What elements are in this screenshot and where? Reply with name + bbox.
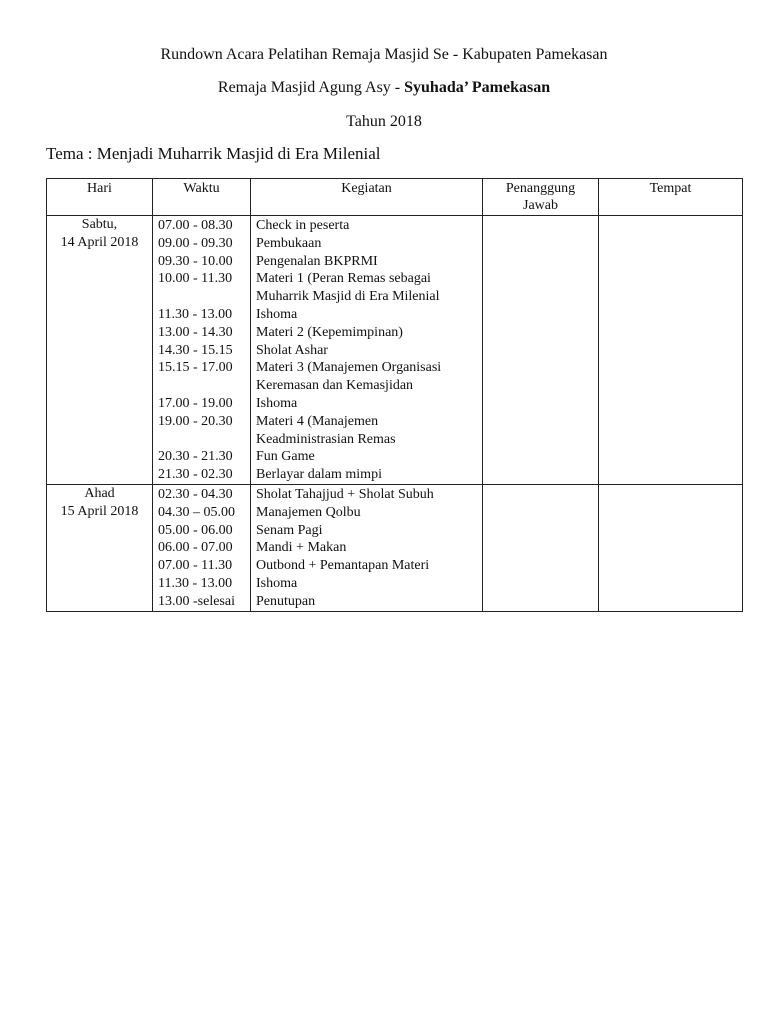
activity-item: Ishoma <box>256 575 298 591</box>
activity-item: Pembukaan <box>256 235 322 251</box>
activity-item: Check in peserta <box>256 218 350 233</box>
day-cell <box>47 484 153 611</box>
time-slot: 19.00 - 20.30 <box>158 413 233 429</box>
activity-item: Sholat Ashar <box>256 342 328 358</box>
time-slot: 02.30 - 04.30 <box>158 486 233 502</box>
activity-item: Mandi + Makan <box>256 540 347 556</box>
day-cell <box>47 216 153 485</box>
time-slot: 07.00 - 08.30 <box>158 218 233 233</box>
activity-item: Ishoma <box>256 395 298 411</box>
activity-item: Fun Game <box>256 449 315 465</box>
time-slot: 14.30 - 15.15 <box>158 342 233 358</box>
activity-item: Materi 1 (Peran Remas sebagai <box>256 271 431 287</box>
day-label: 15 April 2018 <box>60 503 139 519</box>
header-tempat: Tempat <box>599 179 743 216</box>
activity-item: Keadministrasian Remas <box>256 431 396 447</box>
activity-item: Keremasan dan Kemasjidan <box>256 378 414 394</box>
table-row <box>47 484 743 611</box>
day-label: Sabtu, <box>81 217 118 232</box>
table-header-row <box>47 179 743 216</box>
activity-item: Outbond + Pemantapan Materi <box>256 558 430 574</box>
activity-item: Materi 2 (Kepemimpinan) <box>256 324 403 340</box>
time-slot <box>158 431 245 449</box>
time-slot: 09.00 - 09.30 <box>158 235 233 251</box>
time-slot: 21.30 - 02.30 <box>158 467 233 483</box>
time-slot <box>158 377 245 395</box>
header-kegiatan: Kegiatan <box>251 179 483 216</box>
time-slot: 06.00 - 07.00 <box>158 540 233 556</box>
time-slot: 13.00 -selesai <box>158 593 235 609</box>
activity-item: Sholat Tahajjud + Sholat Subuh <box>256 486 434 502</box>
organizer-prefix: Remaja Masjid Agung Asy - <box>217 79 405 96</box>
activity-item: Berlayar dalam mimpi <box>256 467 382 483</box>
time-cell <box>153 484 251 611</box>
organizer-name: Syuhada’ Pamekasan <box>404 79 551 96</box>
time-slot: 10.00 - 11.30 <box>158 271 233 287</box>
time-slot: 09.30 - 10.00 <box>158 253 233 269</box>
time-cell <box>153 216 251 485</box>
activity-item: Ishoma <box>256 306 298 322</box>
time-slot: 20.30 - 21.30 <box>158 449 233 465</box>
time-slot: 04.30 – 05.00 <box>158 504 235 520</box>
time-slot: 13.00 - 14.30 <box>158 324 233 340</box>
activity-item: Muharrik Masjid di Era Milenial <box>256 289 440 305</box>
time-slot: 07.00 - 11.30 <box>158 558 233 574</box>
activity-item: Senam Pagi <box>256 522 323 538</box>
activity-item: Materi 4 (Manajemen <box>256 413 379 429</box>
time-slot: 11.30 - 13.00 <box>158 575 233 591</box>
header-hari: Hari <box>47 179 153 216</box>
day-label: Ahad <box>84 485 115 501</box>
time-slot: 17.00 - 19.00 <box>158 395 233 411</box>
time-slot: 05.00 - 06.00 <box>158 522 233 538</box>
header-waktu: Waktu <box>153 179 251 216</box>
day-label: 14 April 2018 <box>60 234 139 250</box>
theme-line: Tema : Menjadi Muharrik Masjid di Era Milenial <box>46 144 381 163</box>
activity-item: Manajemen Qolbu <box>256 504 361 520</box>
rundown-table <box>46 178 743 612</box>
activity-item: Materi 3 (Manajemen Organisasi <box>256 360 442 376</box>
activity-cell <box>251 216 483 485</box>
organizer-line <box>0 79 768 97</box>
person-in-charge-cell <box>483 484 599 611</box>
place-cell <box>599 484 743 611</box>
activity-item: Penutupan <box>256 593 316 609</box>
document-title: Rundown Acara Pelatihan Remaja Masjid Se - Kabupaten Pamekasan <box>160 46 608 63</box>
time-slot: 15.15 - 17.00 <box>158 360 233 376</box>
header-penanggung-jawab: Penanggung Jawab <box>483 179 599 216</box>
year-line: Tahun 2018 <box>346 113 422 130</box>
table-row <box>47 216 743 485</box>
time-slot <box>158 288 245 306</box>
activity-item: Pengenalan BKPRMI <box>256 253 378 269</box>
place-cell <box>599 216 743 485</box>
activity-cell <box>251 484 483 611</box>
person-in-charge-cell <box>483 216 599 485</box>
time-slot: 11.30 - 13.00 <box>158 306 233 322</box>
